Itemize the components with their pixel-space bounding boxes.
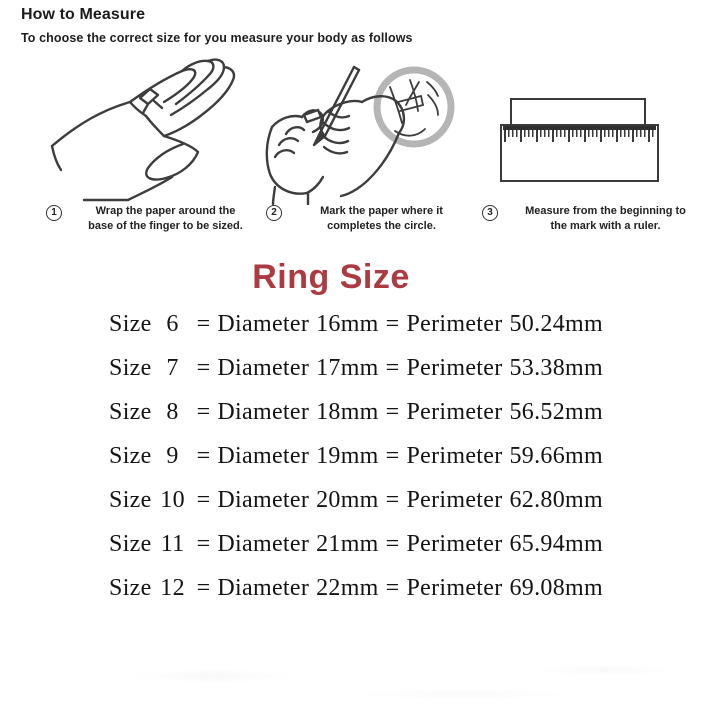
diameter-word: Diameter [217, 310, 310, 337]
caption-line: the mark with a ruler. [550, 220, 661, 233]
step-number: 3 [487, 206, 493, 218]
size-word: Size [109, 398, 152, 425]
perimeter-value: 56.52mm [509, 398, 603, 425]
step-caption-2 [266, 204, 476, 235]
equals-sign: = [196, 574, 211, 601]
equals-sign: = [196, 354, 211, 381]
size-table-row [109, 302, 603, 346]
perimeter-word: Perimeter [406, 530, 503, 557]
step-number-badge-1 [46, 205, 62, 221]
perimeter-value: 50.24mm [509, 310, 603, 337]
perimeter-word: Perimeter [406, 354, 503, 381]
page-title: How to Measure [21, 6, 146, 23]
equals-sign: = [196, 486, 211, 513]
diameter-value: 22mm [316, 574, 379, 601]
perimeter-value: 53.38mm [509, 354, 603, 381]
equals-sign: = [385, 574, 400, 601]
step-number: 1 [51, 206, 57, 218]
step-number-badge-2 [266, 205, 282, 221]
perimeter-word: Perimeter [406, 398, 503, 425]
page-subtitle: To choose the correct size for you measure your body as follows [21, 31, 413, 45]
diameter-word: Diameter [217, 398, 310, 425]
caption-line: base of the finger to be sized. [88, 220, 243, 233]
caption-line: Wrap the paper around the [95, 205, 236, 217]
size-table-row [109, 434, 603, 478]
header [21, 6, 413, 45]
equals-sign: = [196, 442, 211, 469]
size-table-row [109, 346, 603, 390]
caption-line: completes the circle. [327, 220, 436, 233]
equals-sign: = [385, 530, 400, 557]
size-word: Size [109, 354, 152, 381]
size-value: 7 [166, 354, 179, 381]
diameter-word: Diameter [217, 486, 310, 513]
size-table-row [109, 566, 603, 610]
ruler-icon [500, 124, 659, 182]
caption-line: Mark the paper where it [320, 205, 443, 217]
perimeter-word: Perimeter [406, 442, 503, 469]
equals-sign: = [385, 354, 400, 381]
size-value: 10 [160, 486, 185, 513]
equals-sign: = [385, 442, 400, 469]
perimeter-value: 59.66mm [509, 442, 603, 469]
equals-sign: = [385, 486, 400, 513]
equals-sign: = [196, 310, 211, 337]
size-word: Size [109, 442, 152, 469]
perimeter-value: 62.80mm [509, 486, 603, 513]
size-word: Size [109, 574, 152, 601]
diameter-word: Diameter [217, 354, 310, 381]
perimeter-word: Perimeter [406, 486, 503, 513]
equals-sign: = [196, 398, 211, 425]
size-table-row [109, 478, 603, 522]
step-number: 2 [271, 206, 277, 218]
ruler-measuring-paper-illustration [492, 86, 704, 198]
perimeter-value: 65.94mm [509, 530, 603, 557]
caption-line: Measure from the beginning to [525, 205, 686, 217]
step-caption-1 [46, 204, 264, 235]
step-caption-text [503, 204, 708, 235]
diameter-value: 17mm [316, 354, 379, 381]
diameter-word: Diameter [217, 574, 310, 601]
equals-sign: = [385, 398, 400, 425]
step-number-badge-3 [482, 205, 498, 221]
section-title: Ring Size [252, 258, 410, 296]
hands-marking-paper-with-pen-illustration [262, 55, 487, 205]
size-word: Size [109, 530, 152, 557]
perimeter-word: Perimeter [406, 574, 503, 601]
size-value: 9 [166, 442, 179, 469]
step-caption-3 [482, 204, 708, 235]
hand-sketch-icon [40, 58, 270, 203]
equals-sign: = [385, 310, 400, 337]
marking-sketch-icon [262, 55, 487, 205]
size-word: Size [109, 310, 152, 337]
diameter-word: Diameter [217, 530, 310, 557]
equals-sign: = [196, 530, 211, 557]
size-value: 11 [160, 530, 185, 557]
perimeter-value: 69.08mm [509, 574, 603, 601]
diameter-value: 18mm [316, 398, 379, 425]
step-caption-text [287, 204, 476, 235]
diameter-word: Diameter [217, 442, 310, 469]
diameter-value: 20mm [316, 486, 379, 513]
size-value: 6 [166, 310, 179, 337]
diameter-value: 21mm [316, 530, 379, 557]
size-value: 12 [160, 574, 185, 601]
perimeter-word: Perimeter [406, 310, 503, 337]
size-value: 8 [166, 398, 179, 425]
hand-with-paper-strip-illustration [40, 58, 270, 203]
size-conversion-table [0, 302, 712, 610]
diameter-value: 16mm [316, 310, 379, 337]
ruler-ticks-major [504, 130, 655, 142]
size-table-row [109, 390, 603, 434]
step-caption-text [67, 204, 264, 235]
size-table-row [109, 522, 603, 566]
size-word: Size [109, 486, 152, 513]
scan-noise [0, 652, 712, 712]
diameter-value: 19mm [316, 442, 379, 469]
